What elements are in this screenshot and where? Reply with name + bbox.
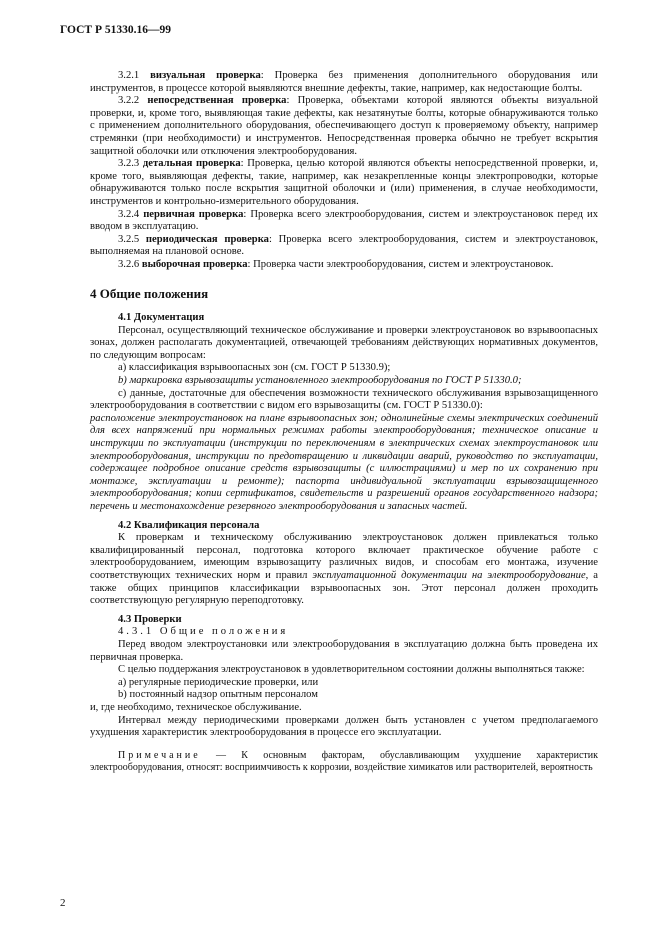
section-4-2-title: 4.2 Квалификация персонала: [118, 519, 260, 531]
note: [90, 750, 598, 774]
definition-item: [90, 95, 598, 158]
section-4-2-text-a: К проверкам и техническому обслуживанию электроустановок должен привлекаться только квалифицированный персонал, подготовка которого включает практическое обучение работе с электрооборудованием, имеющим взрывозащиту различных видов, и способам его монтажа, изучение соответствующих технических норм и правил: [90, 532, 598, 581]
section-4-3-p4: Интервал между периодическими проверками должен быть установлен с учетом предполагаемого ухудшения характеристик электрооборудования в процессе его эксплуатации.: [90, 714, 598, 739]
definition-number: 3.2.6: [118, 258, 140, 270]
definition-item: [90, 259, 598, 272]
section-4-3-p2: С целью поддержания электроустановок в удовлетворительном состоянии должны выполняться также:: [118, 664, 585, 676]
definition-term: первичная проверка: [143, 208, 244, 220]
definition-item: [90, 209, 598, 234]
section-4-1-intro: Персонал, осуществляющий техническое обслуживание и проверки электроустановок во взрывоопасных зонах, должен располагать документацией, отвечающей требованиям действующих нормативных документов, по следующим вопросам:: [90, 324, 598, 361]
definition-term: непосредственная проверка: [147, 95, 287, 107]
document-body: [90, 70, 598, 774]
section-4-1-item-c-details: расположение электроустановок на плане взрывоопасных зон; однолинейные схемы электрических соединений для всех напряжений при нормальных режимах работы электрооборудования; техническое описание и инструкции по эксплуатации (инструкции по переключениям в электрических схемах электроустановок или электрооборудования, инструкции по предотвращению и ликвидации аварий, руководство по эксплуатации, содержащее подробное описание средств взрывозащиты (с иллюстрациями) и мер по их сохранению при монтаже, эксплуатации и ремонте); паспорта индивидуальной эксплуатации взрывозащищенного электрооборудования; копии сертификатов, свидетельств и разрешений органов государственного надзора; перечень и местонахождение резервного электрооборудования и запасных частей.: [90, 412, 598, 512]
definition-text: : Проверка, объектами которой являются объекты визуальной проверки, и, кроме того, выявляющая такие дефекты, как незатянутые болты, которые обнаруживаются только с применением дополнительного оборудования, обеспечивающего доступ к проверяемому объекту, например стремянки (при необходимости) и инструментов. Непосредственная проверка обычно не требует вскрытия защитной оболочки или отключения электрооборудования.: [90, 95, 598, 157]
section-4-3-item-b: b) постоянный надзор опытным персоналом: [118, 689, 318, 701]
definition-text: : Проверка части электрооборудования, систем и электроустановок.: [247, 258, 554, 270]
definitions-list: [90, 70, 598, 272]
document-header: ГОСТ Р 51330.16—99: [60, 24, 171, 36]
definition-number: 3.2.5: [118, 233, 140, 245]
section-4-3-p3: и, где необходимо, техническое обслуживание.: [90, 701, 302, 713]
definition-term: периодическая проверка: [145, 233, 269, 245]
definition-term: выборочная проверка: [141, 258, 248, 270]
section-4-title: 4 Общие положения: [90, 285, 209, 301]
section-4-2-text: [90, 532, 598, 608]
section-4-3-title: 4.3 Проверки: [118, 613, 182, 625]
definition-number: 3.2.2: [118, 95, 140, 107]
section-4-3-item-a: а) регулярные периодические проверки, или: [118, 676, 319, 688]
definition-item: [90, 158, 598, 208]
section-4-1-item-c: с) данные, достаточные для обеспечения возможности технического обслуживания взрывозащищенного электрооборудования в соответствии с видом его взрывозащиты (см. ГОСТ Р 51330.0):: [90, 387, 598, 412]
definition-text: : Проверка всего электрооборудования, систем и электроустановок перед их вводом в эксплуатацию.: [90, 208, 598, 233]
section-4-2-text-b: , а также общих принципов классификации взрывоопасных зон. Этот персонал должен проходить соответствующую регулярную переподготовку.: [90, 569, 598, 607]
definition-number: 3.2.1: [118, 70, 140, 81]
definition-item: [90, 234, 598, 259]
definition-text: : Проверка всего электрооборудования, систем и электроустановок, выполняемая на плановой основе.: [90, 233, 599, 258]
note-text: — К основным факторам, обуславливающим ухудшение характеристик электрооборудования, относят: восприимчивость к коррозии, воздействие химикатов или растворителей, вероятность: [90, 749, 598, 773]
definition-text: : Проверка без применения дополнительного оборудования или инструментов, в процессе которой выявляются внешние дефекты, такие, например, как недостающие болты.: [90, 70, 598, 94]
definition-term: детальная проверка: [142, 158, 241, 170]
section-4-1-title: 4.1 Документация: [118, 312, 205, 324]
definition-item: [90, 70, 598, 95]
section-4-1-item-b: b) маркировка взрывозащиты установленного электрооборудования по ГОСТ Р 51330.0;: [118, 375, 522, 387]
definition-term: визуальная проверка: [150, 70, 261, 81]
section-4-2-text-italic: эксплуатационной документации на электрооборудование: [312, 569, 586, 581]
note-label: Примечание: [118, 749, 201, 761]
definition-text: : Проверка, целью которой являются объекты непосредственной проверки, и, кроме того, выявляющая дефекты, такие, например, как незакрепленные концы электропроводки, которые обнаруживаются только после вскрытия защитной оболочки и (или) применения, в случае необходимости, инструментов и контрольно-измерительного оборудования.: [90, 158, 598, 207]
section-4-3-1-title: 4.3.1 Общие положения: [118, 626, 289, 638]
page-number: 2: [60, 897, 66, 909]
definition-number: 3.2.4: [118, 208, 140, 220]
definition-number: 3.2.3: [118, 158, 140, 170]
section-4-1-item-a: а) классификация взрывоопасных зон (см. ГОСТ Р 51330.9);: [118, 362, 391, 374]
section-4-3-p1: Перед вводом электроустановки или электрооборудования в эксплуатацию должна быть проведена их первичная проверка.: [90, 638, 598, 663]
